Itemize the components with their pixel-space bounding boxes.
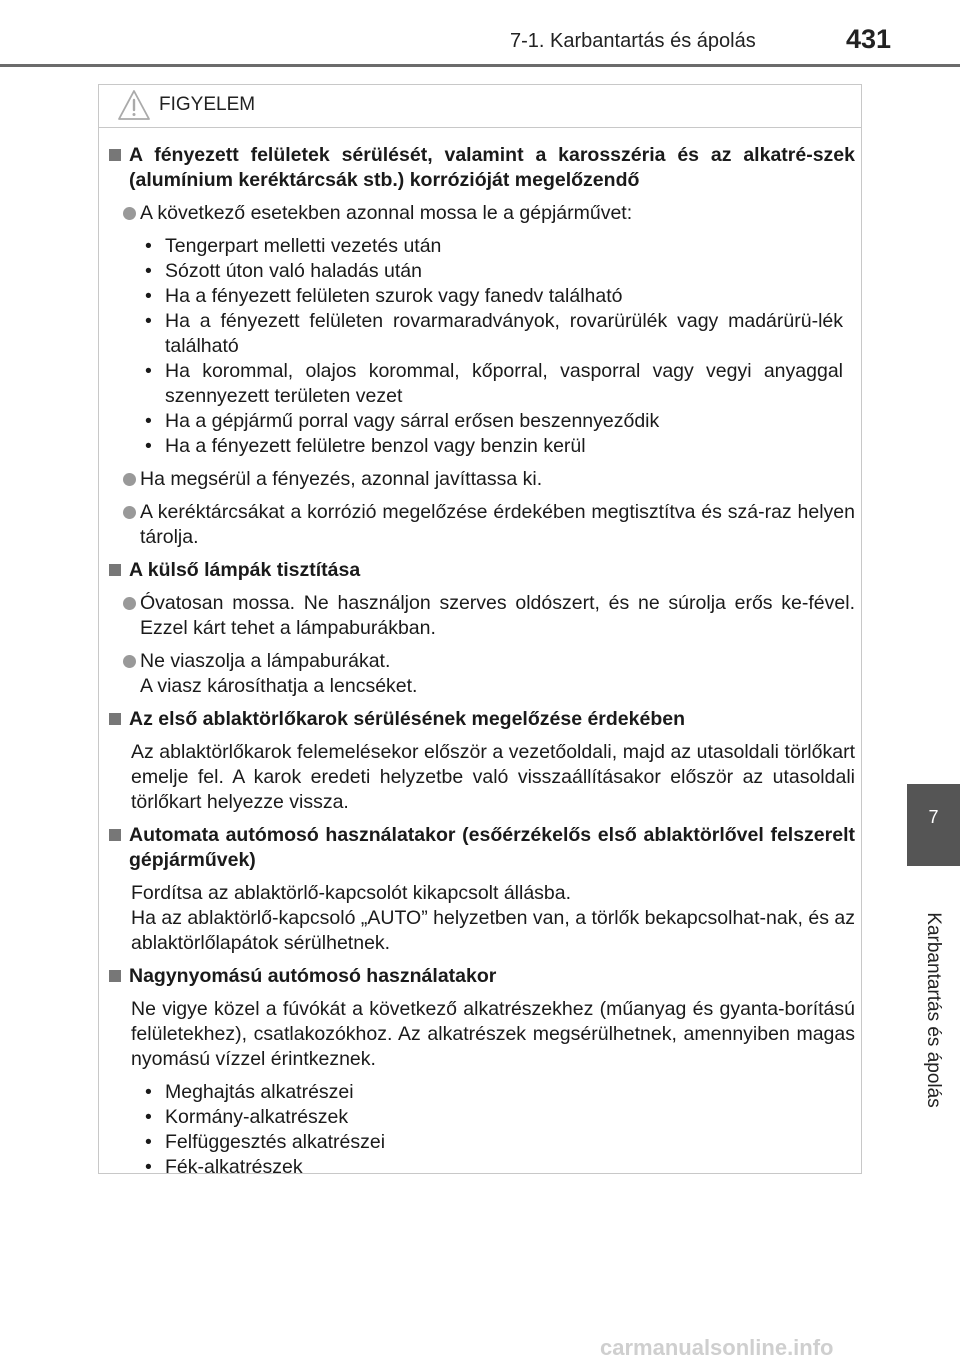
square-bullet-icon — [109, 970, 121, 982]
list-item: • Kormány-alkatrészek — [145, 1106, 349, 1128]
warning-box — [98, 84, 862, 1178]
square-bullet-icon — [109, 829, 121, 841]
section-heading: Automata autómosó használatakor (esőérzékelős első ablaktörlővel felszerelt gépjárművek) — [107, 823, 855, 873]
list-item: Ne viaszolja a lámpaburákat. A viasz károsíthatja a lencséket. — [123, 649, 855, 699]
list-item: • Ha korommal, olajos korommal, kőporral, vasporral vagy vegyi anyaggal szennyezett területen vezet — [145, 360, 843, 407]
square-bullet-icon — [109, 564, 121, 576]
warning-triangle-icon — [117, 89, 151, 121]
list-item: • Ha a fényezett felületen szurok vagy fanedv található — [145, 285, 623, 307]
header-title: 7-1. Karbantartás és ápolás — [510, 30, 756, 52]
section-heading: A fényezett felületek sérülését, valamint a karosszéria és az alkatré-szek (alumínium keréktárcsák stb.) korrózióját megelőzendő — [107, 143, 855, 193]
list-item: A következő esetekben azonnal mossa le a gépjárművet: — [123, 201, 855, 226]
section-heading: Nagynyomású autómosó használatakor — [107, 964, 855, 989]
paragraph: Ne vigye közel a fúvókát a következő alkatrészekhez (műanyag és gyanta-borítású felületekhez), csatlakozókhoz. Az alkatrészek megsérülhetnek, amennyiben magas nyomású vízzel érintkeznek. — [131, 998, 855, 1070]
warning-header — [99, 85, 861, 128]
list-item: • Ha a gépjármű porral vagy sárral erősen beszennyeződik — [145, 410, 660, 432]
chapter-number: 7 — [928, 807, 939, 827]
list-item: • Ha a fényezett felületre benzol vagy benzin kerül — [145, 435, 586, 457]
bullet-list — [145, 1080, 855, 1180]
square-bullet-icon — [109, 149, 121, 161]
circle-bullet-icon — [123, 207, 136, 220]
circle-bullet-icon — [123, 655, 136, 668]
section-heading: A külső lámpák tisztítása — [107, 558, 855, 583]
page-number: 431 — [846, 24, 892, 54]
list-item: A keréktárcsákat a korrózió megelőzése érdekében megtisztítva és szá-raz helyen tárolja. — [123, 500, 855, 550]
chapter-side-label: Karbantartás és ápolás — [923, 912, 944, 1108]
list-item: • Fék-alkatrészek — [145, 1156, 303, 1178]
list-item: Ha megsérül a fényezés, azonnal javíttassa ki. — [123, 467, 855, 492]
list-item: • Meghajtás alkatrészei — [145, 1081, 354, 1103]
section-heading: Az első ablaktörlőkarok sérülésének megelőzése érdekében — [107, 707, 855, 732]
paragraph: Fordítsa az ablaktörlő-kapcsolót kikapcsolt állásba. Ha az ablaktörlő-kapcsoló „AUTO” helyzetben van, a törlők bekapcsolhat-nak, és az ablaktörlőlapátok sérülhetnek. — [131, 882, 855, 954]
paragraph: Az ablaktörlőkarok felemelésekor először a vezetőoldali, majd az utasoldali törlőkart emelje fel. A karok eredeti helyzetbe való visszaállításakor először az utasoldali törlőkart helyezze vissza. — [131, 741, 855, 813]
list-item: • Tengerpart melletti vezetés után — [145, 235, 442, 257]
header-divider — [0, 64, 960, 67]
circle-bullet-icon — [123, 473, 136, 486]
bullet-list — [145, 234, 855, 459]
circle-bullet-icon — [123, 597, 136, 610]
warning-content — [107, 143, 855, 1188]
list-item: • Ha a fényezett felületen rovarmaradványok, rovarürülék vagy madárürü-lék található — [145, 310, 843, 357]
chapter-tab[interactable] — [907, 784, 960, 866]
list-item: • Sózott úton való haladás után — [145, 260, 422, 282]
list-item: Óvatosan mossa. Ne használjon szerves oldószert, és ne súrolja erős ke-fével. Ezzel kárt tehet a lámpaburákban. — [123, 591, 855, 641]
square-bullet-icon — [109, 713, 121, 725]
list-item: • Felfüggesztés alkatrészei — [145, 1131, 386, 1153]
warning-title: FIGYELEM — [159, 94, 256, 115]
watermark: carmanualsonline.info — [600, 1335, 834, 1360]
circle-bullet-icon — [123, 506, 136, 519]
